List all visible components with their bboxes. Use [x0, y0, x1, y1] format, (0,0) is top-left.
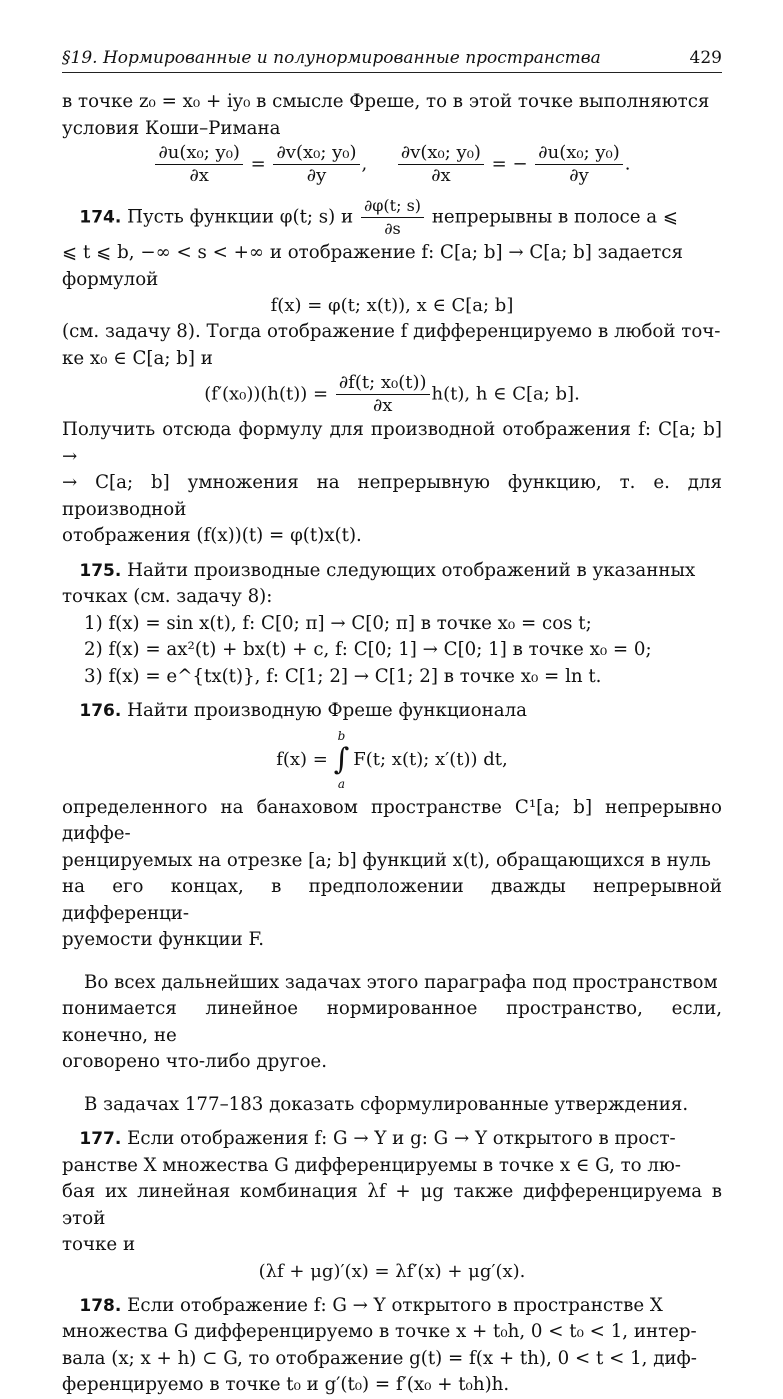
text-line: оговорено что-либо другое. [62, 1051, 327, 1072]
text-line: формулой [62, 268, 159, 290]
problem-number: 176. [79, 701, 122, 721]
text-line: отображения (f(x))(t) = φ(t)x(t). [62, 525, 362, 546]
problem-number: 174. [79, 207, 122, 228]
text-line: точке и [62, 1234, 136, 1255]
text-line: ренцируемых на отрезке [a; b] функций x(t), обращающихся в нуль [62, 849, 711, 871]
derivative-formula: (f′(x₀))(h(t)) = $\frac{\text{∂f(t; x₀(t))}}{\partial x}$ h(t), h ∈ C[a; b]. [204, 372, 580, 416]
problem-176-line: 176. Найти производную Фреше функционала [79, 700, 527, 721]
text-line: ференцируемо в точке t₀ и g′(t₀) = f′(x₀ + t₀h)h. [62, 1374, 510, 1395]
problem-177-line: 177. Если отображения f: G → Y и g: G → Y открытого в прост- [79, 1128, 676, 1149]
text-line: понимается линейное нормированное пространство, если, конечно, не [62, 998, 722, 1046]
book-page [62, 48, 722, 1399]
list-item: 1) f(x) = sin x(t), f: C[0; π] → C[0; π] в точке x₀ = cos t; [84, 612, 592, 634]
running-header [62, 48, 722, 73]
text-line: (см. задачу 8). Тогда отображение f дифференцируемо в любой точ- [62, 321, 721, 342]
cauchy-riemann-formula: $\frac{\text{∂u(x₀; y₀)}}{\partial x}$ = $\frac{\text{∂v(x₀; y₀)}}{\partial y}$ , $\frac{\text{∂v(x₀; y₀)}}{\partial x}$ = − $\frac{\text{∂u(x₀; y₀)}}{\partial y}$ . [62, 142, 722, 187]
problem-174-line: 174. Пусть функции φ(t; s) и $\frac{\partial\varphi(t; s)}{\partial s}$ непрерывны в полосе a ⩽ [79, 196, 679, 238]
text-line: на его концах, в предположении дважды непрерывной дифференци- [62, 876, 722, 924]
list-item: 3) f(x) = e^{tx(t)}, f: C[1; 2] → C[1; 2] в точке x₀ = ln t. [84, 665, 602, 687]
text-line: ранстве X множества G дифференцируемы в точке x ∈ G, то лю- [62, 1154, 681, 1176]
list-item: 2) f(x) = ax²(t) + bx(t) + c, f: C[0; 1] → C[0; 1] в точке x₀ = 0; [84, 639, 652, 660]
text-line: В задачах 177–183 доказать сформулированные утверждения. [84, 1093, 689, 1115]
text-line: → C[a; b] умножения на непрерывную функцию, т. е. для производной [62, 472, 722, 520]
text-line: в точке z₀ = x₀ + iy₀ в смысле Фреше, то в этой точке выполняются [62, 91, 710, 112]
text-line: ⩽ t ⩽ b, −∞ < s < +∞ и отображение f: C[a; b] → C[a; b] задается [62, 242, 683, 263]
text-line: вала (x; x + h) ⊂ G, то отображение g(t) = f(x + th), 0 < t < 1, диф- [62, 1347, 697, 1369]
formula: (λf + μg)′(x) = λf′(x) + μg′(x). [258, 1260, 526, 1282]
integral-formula: f(x) = b ∫ a F(t; x(t); x′(t)) dt, [276, 728, 508, 791]
text-line: множества G дифференцируемо в точке x + t₀h, 0 < t₀ < 1, интер- [62, 1321, 697, 1342]
text-line: определенного на банаховом пространстве C¹[a; b] непрерывно диффе- [62, 796, 722, 844]
problem-number: 178. [79, 1295, 122, 1316]
text-line: условия Коши–Римана [62, 117, 281, 139]
formula: f(x) = φ(t; x(t)), x ∈ C[a; b] [270, 295, 514, 316]
text-line: бая их линейная комбинация λf + μg также дифференцируема в этой [62, 1181, 722, 1229]
problem-number: 175. [79, 560, 122, 581]
text-line: руемости функции F. [62, 929, 265, 950]
text-line: Во всех дальнейших задачах этого параграфа под пространством [84, 971, 718, 993]
problem-175-line: 175. Найти производные следующих отображений в указанных [79, 559, 696, 581]
header-title: §19. Нормированные и полунормированные пространства [62, 48, 601, 68]
text-line: Получить отсюда формулу для производной отображения f: C[a; b] → [62, 419, 722, 467]
text-line: ке x₀ ∈ C[a; b] и [62, 347, 213, 369]
page-number: 429 [689, 48, 722, 68]
problem-178-line: 178. Если отображение f: G → Y открытого в пространстве X [79, 1294, 663, 1316]
problem-number: 177. [79, 1129, 122, 1149]
text-line: точках (см. задачу 8): [62, 586, 273, 607]
